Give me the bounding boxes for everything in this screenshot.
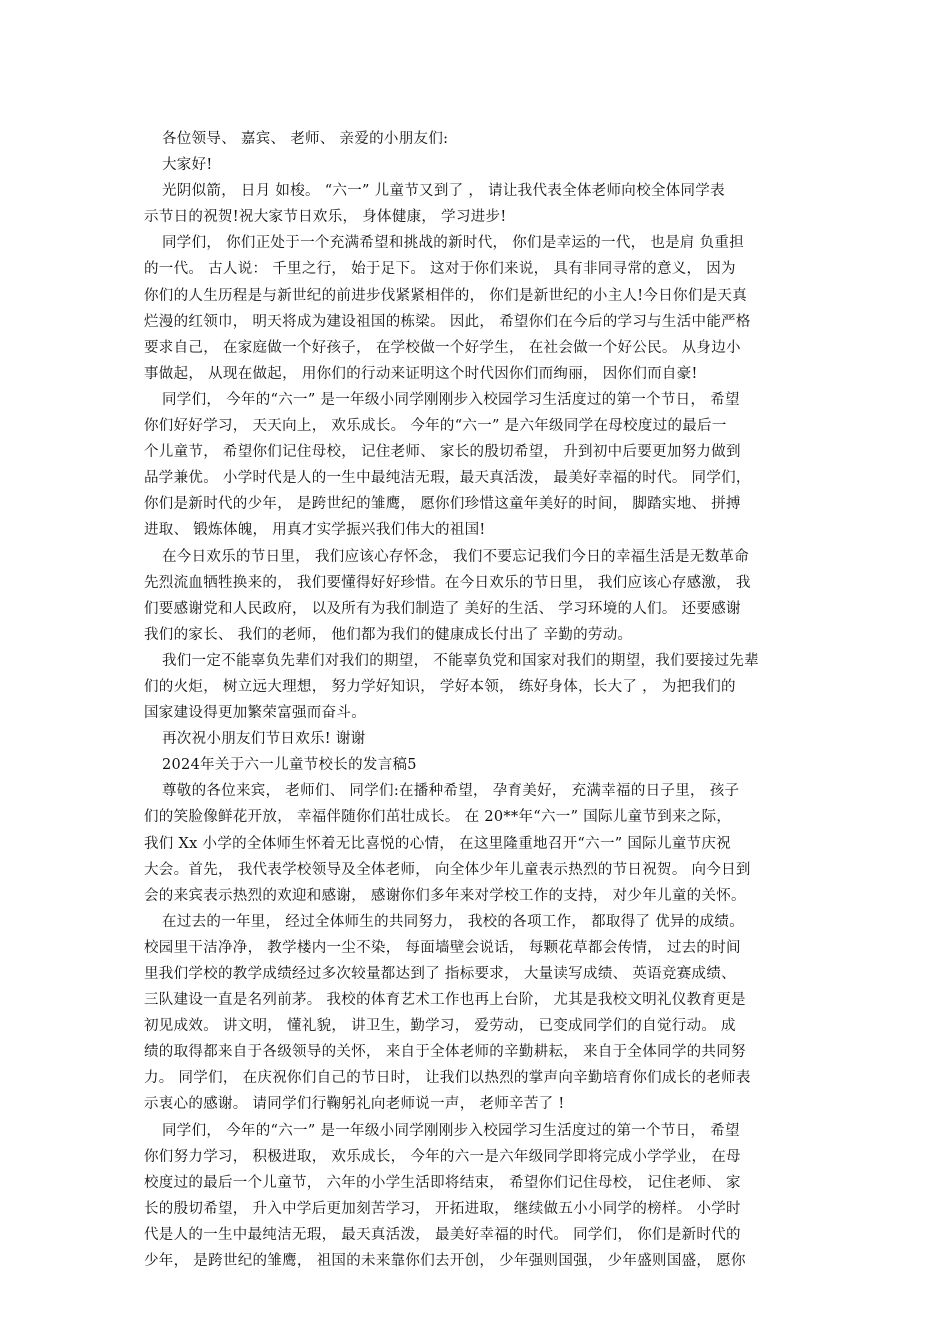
text-line: 同学们， 你们正处于一个充满希望和挑战的新时代， 你们是幸运的一代， 也是肩 负重担 bbox=[162, 235, 745, 252]
text-line: 2024年关于六一儿童节校长的发言稿5 bbox=[162, 757, 417, 774]
text-line: 初见成效。 讲文明， 懂礼貌， 讲卫生，勤学习， 爱劳动， 已变成同学们的自觉行动。 成 bbox=[144, 1018, 736, 1035]
text-line: 你们好好学习， 天天向上， 欢乐成长。 今年的“六一” 是六年级同学在母校度过的最后一 bbox=[144, 418, 727, 435]
text-line: 国家建设得更加繁荣富强而奋斗。 bbox=[144, 705, 366, 722]
text-line: 长的殷切希望， 升入中学后更加刻苦学习， 开拓进取， 继续做五小小同学的榜样。 小学时 bbox=[144, 1200, 741, 1217]
text-line: 进取、 锻炼体魄， 用真才实学振兴我们伟大的祖国! bbox=[144, 522, 486, 539]
text-line: 大家好! bbox=[162, 157, 213, 174]
text-line: 示节日的祝贺!祝大家节日欢乐， 身体健康， 学习进步! bbox=[144, 209, 507, 226]
text-line: 校园里干洁净净， 教学楼内一尘不染， 每面墙壁会说话， 每颗花草都会传情， 过去的时间 bbox=[144, 939, 741, 956]
document-page bbox=[144, 126, 810, 1274]
text-line: 你们是新时代的少年， 是跨世纪的雏鹰， 愿你们珍惜这童年美好的时间， 脚踏实地、 拼搏 bbox=[144, 496, 741, 513]
document-body bbox=[144, 126, 810, 1274]
text-line: 我们 Xx 小学的全体师生怀着无比喜悦的心情， 在这里隆重地召开“六一” 国际儿童节庆祝 bbox=[144, 835, 731, 852]
text-line: 先烈流血牺牲换来的， 我们要懂得好好珍惜。在今日欢乐的节日里， 我们应该心存感激， 我 bbox=[144, 574, 751, 591]
text-line: 校度过的最后一个儿童节， 六年的小学生活即将结束， 希望你们记住母校， 记住老师、 家 bbox=[144, 1174, 741, 1191]
text-line: 在今日欢乐的节日里， 我们应该心存怀念， 我们不要忘记我们今日的幸福生活是无数革命 bbox=[162, 548, 750, 565]
text-line: 的一代。 古人说： 千里之行， 始于足下。 这对于你们来说， 具有非同寻常的意义， 因为 bbox=[144, 261, 736, 278]
text-line: 尊敬的各位来宾， 老师们、 同学们:在播种希望， 孕育美好， 充满幸福的日子里， 孩子 bbox=[162, 783, 740, 800]
text-line: 示衷心的感谢。 请同学们行鞠躬礼向老师说一声， 老师辛苦了 ! bbox=[144, 1096, 565, 1113]
text-line: 会的来宾表示热烈的欢迎和感谢， 感谢你们多年来对学校工作的支持， 对少年儿童的关怀。 bbox=[144, 887, 746, 904]
text-line: 各位领导、 嘉宾、 老师、 亲爱的小朋友们: bbox=[162, 131, 449, 147]
text-line: 你们努力学习， 积极进取， 欢乐成长， 今年的六一是六年级同学即将完成小学学业， 在母 bbox=[144, 1148, 741, 1165]
text-line: 光阴似箭， 日月 如梭。 “六一” 儿童节又到了 ， 请让我代表全体老师向校全体同学表 bbox=[162, 183, 725, 200]
text-line: 个儿童节， 希望你们记住母校， 记住老师、 家长的殷切希望， 升到初中后要更加努力做到 bbox=[144, 444, 741, 461]
text-line: 里我们学校的教学成绩经过多次较量都达到了 指标要求， 大量读写成绩、 英语竞赛成绩、 bbox=[144, 966, 736, 982]
text-line: 我们一定不能辜负先辈们对我们的期望， 不能辜负党和国家对我们的期望，我们要接过先辈 bbox=[162, 652, 759, 669]
text-line: 再次祝小朋友们节日欢乐! 谢谢 bbox=[162, 731, 366, 748]
text-line: 大会。首先， 我代表学校领导及全体老师， 向全体少年儿童表示热烈的节日祝贺。 向今日到 bbox=[144, 861, 751, 878]
text-line: 们的火炬， 树立远大理想， 努力学好知识， 学好本领， 练好身体，长大了 ， 为把我们的 bbox=[144, 678, 736, 695]
text-line: 绩的取得都来自于各级领导的关怀， 来自于全体老师的辛勤耕耘， 来自于全体同学的共同努 bbox=[144, 1044, 746, 1061]
text-line: 们要感谢党和人民政府， 以及所有为我们制造了 美好的生活、 学习环境的人们。 还要感谢 bbox=[144, 600, 741, 617]
text-line: 力。 同学们， 在庆祝你们自己的节日时， 让我们以热烈的掌声向辛勤培育你们成长的老师表 bbox=[144, 1070, 751, 1087]
text-line: 们的笑脸像鲜花开放， 幸福伴随你们茁壮成长。 在 20**年“六一” 国际儿童节到来之际， bbox=[144, 809, 732, 826]
text-line: 代是人的一生中最纯洁无瑕， 最天真活泼， 最美好幸福的时代。 同学们， 你们是新时代的 bbox=[144, 1226, 741, 1243]
text-line: 同学们， 今年的“六一” 是一年级小同学刚刚步入校园学习生活度过的第一个节日， 希望 bbox=[162, 391, 740, 408]
text-line: 要求自己， 在家庭做一个好孩子， 在学校做一个好学生， 在社会做一个好公民。 从身边小 bbox=[144, 339, 741, 356]
text-line: 我们的家长、 我们的老师， 他们都为我们的健康成长付出了 辛勤的劳动。 bbox=[144, 626, 633, 643]
text-line: 你们的人生历程是与新世纪的前进步伐紧紧相伴的， 你们是新世纪的小主人!今日你们是天真 bbox=[144, 287, 748, 304]
text-line: 品学兼优。 小学时代是人的一生中最纯洁无瑕，最天真活泼， 最美好幸福的时代。 同学们， bbox=[144, 470, 751, 487]
text-line: 同学们， 今年的“六一” 是一年级小同学刚刚步入校园学习生活度过的第一个节日， 希望 bbox=[162, 1122, 740, 1139]
text-line: 烂漫的红领巾， 明天将成为建设祖国的栋梁。 因此， 希望你们在今后的学习与生活中能严格 bbox=[144, 313, 751, 330]
text-line: 事做起， 从现在做起， 用你们的行动来证明这个时代因你们而绚丽， 因你们而自豪! bbox=[144, 365, 698, 382]
text-line: 少年， 是跨世纪的雏鹰， 祖国的未来靠你们去开创， 少年强则国强， 少年盛则国盛， 愿你 bbox=[144, 1253, 746, 1270]
text-line: 在过去的一年里， 经过全体师生的共同努力， 我校的各项工作， 都取得了 优异的成绩。 bbox=[162, 913, 745, 930]
text-line: 三队建设一直是名列前茅。 我校的体育艺术工作也再上台阶， 尤其是我校文明礼仪教育更是 bbox=[144, 992, 746, 1009]
